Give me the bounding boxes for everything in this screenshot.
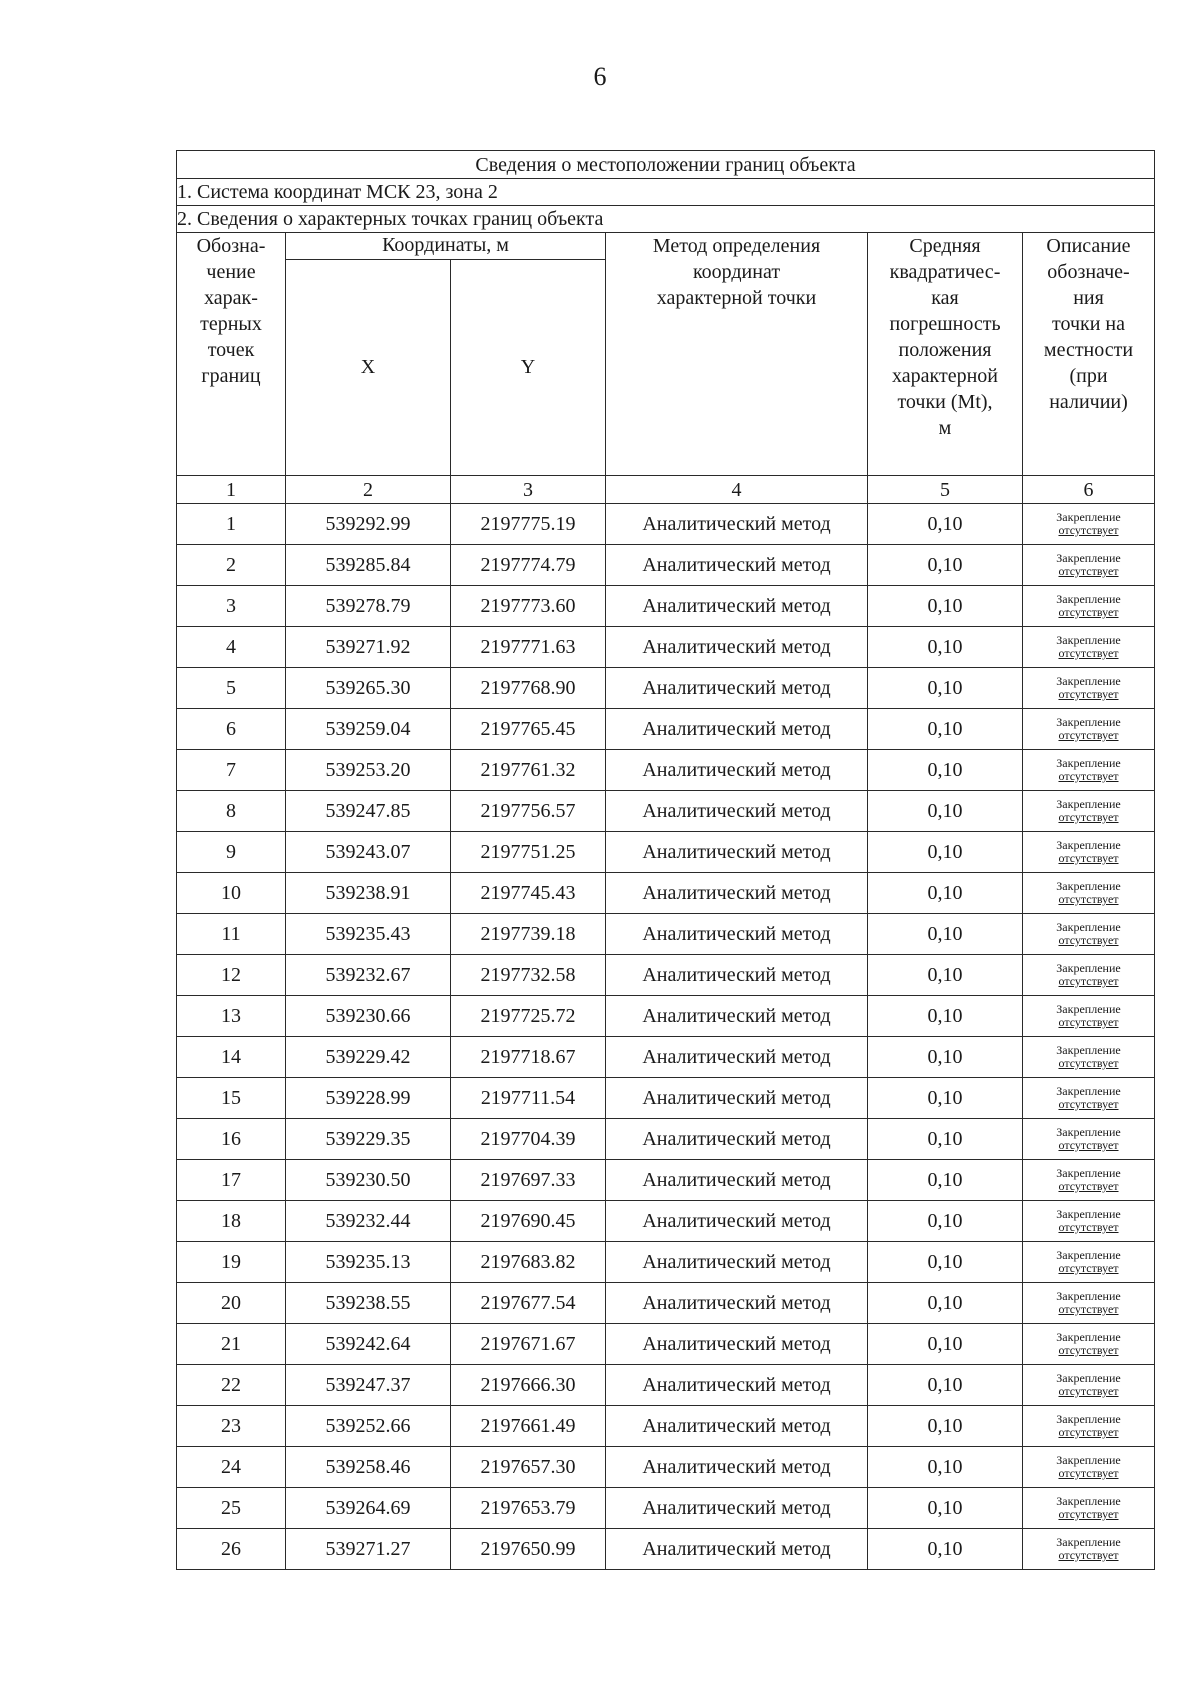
x-coordinate-cell: 539243.07	[286, 832, 451, 873]
method-cell: Аналитический метод	[606, 1406, 868, 1447]
coordinate-system-row	[177, 179, 1155, 206]
points-info-line: 2. Сведения о характерных точках границ объекта	[177, 206, 1155, 233]
mt-cell: 0,10	[868, 1365, 1023, 1406]
point-number-cell: 23	[177, 1406, 286, 1447]
description-cell	[1023, 1324, 1155, 1365]
y-coordinate-cell: 2197690.45	[451, 1201, 606, 1242]
column-number: 3	[451, 476, 606, 504]
mt-cell: 0,10	[868, 1283, 1023, 1324]
method-cell: Аналитический метод	[606, 1283, 868, 1324]
description-line1: Закрепление	[1056, 1248, 1121, 1262]
y-coordinate-cell: 2197697.33	[451, 1160, 606, 1201]
table-row	[177, 709, 1155, 750]
column-number: 1	[177, 476, 286, 504]
y-coordinate-cell: 2197657.30	[451, 1447, 606, 1488]
mt-cell: 0,10	[868, 832, 1023, 873]
x-coordinate-cell: 539232.44	[286, 1201, 451, 1242]
description-line1: Закрепление	[1056, 1453, 1121, 1467]
description-line1: Закрепление	[1056, 961, 1121, 975]
points-info-row	[177, 206, 1155, 233]
point-number-cell: 10	[177, 873, 286, 914]
point-number-cell: 19	[177, 1242, 286, 1283]
x-coordinate-cell: 539235.43	[286, 914, 451, 955]
table-row	[177, 750, 1155, 791]
x-coordinate-cell: 539271.27	[286, 1529, 451, 1570]
method-cell: Аналитический метод	[606, 1324, 868, 1365]
mt-cell: 0,10	[868, 627, 1023, 668]
description-cell	[1023, 586, 1155, 627]
table-row	[177, 1037, 1155, 1078]
table-row	[177, 1365, 1155, 1406]
description-line1: Закрепление	[1056, 633, 1121, 647]
description-line2: отсутствует	[1058, 1507, 1119, 1521]
point-number-cell: 7	[177, 750, 286, 791]
point-number-cell: 24	[177, 1447, 286, 1488]
table-row	[177, 1406, 1155, 1447]
page-number: 6	[593, 62, 607, 91]
description-line2: отсутствует	[1058, 1138, 1119, 1152]
point-number-cell: 15	[177, 1078, 286, 1119]
description-header: Описание обозначе- ния точки на местности (при наличии)	[1023, 233, 1155, 476]
table-row	[177, 627, 1155, 668]
y-coordinate-cell: 2197775.19	[451, 504, 606, 545]
method-cell: Аналитический метод	[606, 586, 868, 627]
description-line1: Закрепление	[1056, 1125, 1121, 1139]
description-line1: Закрепление	[1056, 551, 1121, 565]
error-header: Средняя квадратичес- кая погрешность положения характерной точки (Mt), м	[868, 233, 1023, 476]
description-line2: отсутствует	[1058, 728, 1119, 742]
table-row	[177, 1447, 1155, 1488]
method-cell: Аналитический метод	[606, 1529, 868, 1570]
description-cell	[1023, 1160, 1155, 1201]
description-line1: Закрепление	[1056, 1412, 1121, 1426]
method-cell: Аналитический метод	[606, 1488, 868, 1529]
x-coordinate-cell: 539247.37	[286, 1365, 451, 1406]
point-number-cell: 9	[177, 832, 286, 873]
point-number-cell: 1	[177, 504, 286, 545]
description-line1: Закрепление	[1056, 920, 1121, 934]
method-cell: Аналитический метод	[606, 709, 868, 750]
description-line2: отсутствует	[1058, 1343, 1119, 1357]
x-coordinate-cell: 539229.35	[286, 1119, 451, 1160]
point-number-cell: 3	[177, 586, 286, 627]
mt-cell: 0,10	[868, 504, 1023, 545]
x-coordinate-cell: 539292.99	[286, 504, 451, 545]
point-number-cell: 11	[177, 914, 286, 955]
description-cell	[1023, 914, 1155, 955]
description-line1: Закрепление	[1056, 1207, 1121, 1221]
mt-cell: 0,10	[868, 914, 1023, 955]
description-line1: Закрепление	[1056, 756, 1121, 770]
column-number: 5	[868, 476, 1023, 504]
x-coordinate-cell: 539230.66	[286, 996, 451, 1037]
method-cell: Аналитический метод	[606, 791, 868, 832]
description-cell	[1023, 791, 1155, 832]
description-line2: отсутствует	[1058, 810, 1119, 824]
coordinate-system-line: 1. Система координат МСК 23, зона 2	[177, 179, 1155, 206]
table-row	[177, 1488, 1155, 1529]
description-cell	[1023, 1119, 1155, 1160]
y-coordinate-cell: 2197661.49	[451, 1406, 606, 1447]
point-number-cell: 22	[177, 1365, 286, 1406]
description-line1: Закрепление	[1056, 510, 1121, 524]
description-line2: отсутствует	[1058, 1220, 1119, 1234]
description-line2: отсутствует	[1058, 646, 1119, 660]
point-number-cell: 5	[177, 668, 286, 709]
description-cell	[1023, 1406, 1155, 1447]
description-line1: Закрепление	[1056, 1002, 1121, 1016]
x-coordinate-cell: 539232.67	[286, 955, 451, 996]
x-coordinate-cell: 539230.50	[286, 1160, 451, 1201]
x-coordinate-cell: 539242.64	[286, 1324, 451, 1365]
table-row	[177, 668, 1155, 709]
point-number-cell: 13	[177, 996, 286, 1037]
method-cell: Аналитический метод	[606, 1119, 868, 1160]
table-row	[177, 1283, 1155, 1324]
table-row	[177, 832, 1155, 873]
mt-cell: 0,10	[868, 1242, 1023, 1283]
description-line1: Закрепление	[1056, 1371, 1121, 1385]
mt-cell: 0,10	[868, 1488, 1023, 1529]
header-row	[177, 233, 1155, 260]
point-number-cell: 17	[177, 1160, 286, 1201]
y-coordinate-cell: 2197711.54	[451, 1078, 606, 1119]
point-number-cell: 20	[177, 1283, 286, 1324]
x-coordinate-cell: 539259.04	[286, 709, 451, 750]
description-line2: отсутствует	[1058, 523, 1119, 537]
y-coordinate-cell: 2197765.45	[451, 709, 606, 750]
table-row	[177, 914, 1155, 955]
method-header: Метод определения координат характерной точки	[606, 233, 868, 476]
description-line1: Закрепление	[1056, 1330, 1121, 1344]
x-coordinate-cell: 539238.91	[286, 873, 451, 914]
method-cell: Аналитический метод	[606, 1365, 868, 1406]
description-cell	[1023, 832, 1155, 873]
x-coordinate-cell: 539265.30	[286, 668, 451, 709]
x-coordinate-cell: 539285.84	[286, 545, 451, 586]
method-cell: Аналитический метод	[606, 504, 868, 545]
description-line1: Закрепление	[1056, 879, 1121, 893]
column-number: 4	[606, 476, 868, 504]
designation-header: Обозна- чение харак- терных точек границ	[177, 233, 286, 476]
description-cell	[1023, 627, 1155, 668]
description-line1: Закрепление	[1056, 715, 1121, 729]
description-line1: Закрепление	[1056, 592, 1121, 606]
y-coordinate-cell: 2197677.54	[451, 1283, 606, 1324]
table-row	[177, 873, 1155, 914]
y-coordinate-cell: 2197761.32	[451, 750, 606, 791]
description-line2: отсутствует	[1058, 1015, 1119, 1029]
description-cell	[1023, 1488, 1155, 1529]
point-number-cell: 16	[177, 1119, 286, 1160]
mt-cell: 0,10	[868, 1078, 1023, 1119]
mt-cell: 0,10	[868, 1324, 1023, 1365]
y-coordinate-cell: 2197768.90	[451, 668, 606, 709]
x-coordinate-cell: 539252.66	[286, 1406, 451, 1447]
description-cell	[1023, 1201, 1155, 1242]
x-coordinate-cell: 539238.55	[286, 1283, 451, 1324]
description-line2: отсутствует	[1058, 687, 1119, 701]
y-coordinate-cell: 2197666.30	[451, 1365, 606, 1406]
method-cell: Аналитический метод	[606, 750, 868, 791]
description-cell	[1023, 1447, 1155, 1488]
description-line1: Закрепление	[1056, 1043, 1121, 1057]
table-row	[177, 1119, 1155, 1160]
y-coordinate-cell: 2197650.99	[451, 1529, 606, 1570]
y-coordinate-cell: 2197739.18	[451, 914, 606, 955]
table-row	[177, 791, 1155, 832]
method-cell: Аналитический метод	[606, 832, 868, 873]
table-row	[177, 996, 1155, 1037]
x-coordinate-cell: 539229.42	[286, 1037, 451, 1078]
y-coordinate-cell: 2197771.63	[451, 627, 606, 668]
table-title: Сведения о местоположении границ объекта	[177, 151, 1155, 179]
table-title-row	[177, 151, 1155, 179]
description-line2: отсутствует	[1058, 1466, 1119, 1480]
table-row	[177, 955, 1155, 996]
x-coordinate-cell: 539264.69	[286, 1488, 451, 1529]
mt-cell: 0,10	[868, 1037, 1023, 1078]
y-coordinate-cell: 2197732.58	[451, 955, 606, 996]
y-coordinate-cell: 2197683.82	[451, 1242, 606, 1283]
description-line2: отсутствует	[1058, 1425, 1119, 1439]
x-coordinate-cell: 539247.85	[286, 791, 451, 832]
mt-cell: 0,10	[868, 1119, 1023, 1160]
point-number-cell: 26	[177, 1529, 286, 1570]
y-coordinate-cell: 2197756.57	[451, 791, 606, 832]
point-number-cell: 6	[177, 709, 286, 750]
x-coordinate-cell: 539278.79	[286, 586, 451, 627]
description-line2: отсутствует	[1058, 1097, 1119, 1111]
description-line1: Закрепление	[1056, 1289, 1121, 1303]
y-coordinate-cell: 2197751.25	[451, 832, 606, 873]
method-cell: Аналитический метод	[606, 1160, 868, 1201]
description-line2: отсутствует	[1058, 564, 1119, 578]
description-line2: отсутствует	[1058, 974, 1119, 988]
column-number: 2	[286, 476, 451, 504]
mt-cell: 0,10	[868, 791, 1023, 832]
x-coordinate-cell: 539228.99	[286, 1078, 451, 1119]
description-line1: Закрепление	[1056, 797, 1121, 811]
description-cell	[1023, 1078, 1155, 1119]
y-header: Y	[451, 260, 606, 476]
description-line1: Закрепление	[1056, 1494, 1121, 1508]
x-coordinate-cell: 539271.92	[286, 627, 451, 668]
method-cell: Аналитический метод	[606, 955, 868, 996]
mt-cell: 0,10	[868, 1201, 1023, 1242]
description-line1: Закрепление	[1056, 838, 1121, 852]
point-number-cell: 12	[177, 955, 286, 996]
description-cell	[1023, 750, 1155, 791]
column-number: 6	[1023, 476, 1155, 504]
y-coordinate-cell: 2197774.79	[451, 545, 606, 586]
mt-cell: 0,10	[868, 996, 1023, 1037]
point-number-cell: 21	[177, 1324, 286, 1365]
mt-cell: 0,10	[868, 709, 1023, 750]
y-coordinate-cell: 2197671.67	[451, 1324, 606, 1365]
y-coordinate-cell: 2197773.60	[451, 586, 606, 627]
x-header: X	[286, 260, 451, 476]
description-line2: отсутствует	[1058, 892, 1119, 906]
y-coordinate-cell: 2197704.39	[451, 1119, 606, 1160]
method-cell: Аналитический метод	[606, 545, 868, 586]
point-number-cell: 14	[177, 1037, 286, 1078]
description-cell	[1023, 1365, 1155, 1406]
description-line2: отсутствует	[1058, 1384, 1119, 1398]
mt-cell: 0,10	[868, 668, 1023, 709]
description-cell	[1023, 545, 1155, 586]
table-row	[177, 1324, 1155, 1365]
table-row	[177, 504, 1155, 545]
description-line1: Закрепление	[1056, 1535, 1121, 1549]
point-number-cell: 2	[177, 545, 286, 586]
description-cell	[1023, 1529, 1155, 1570]
description-cell	[1023, 996, 1155, 1037]
description-line2: отсутствует	[1058, 1548, 1119, 1562]
description-line2: отсутствует	[1058, 933, 1119, 947]
table-row	[177, 1160, 1155, 1201]
method-cell: Аналитический метод	[606, 1447, 868, 1488]
mt-cell: 0,10	[868, 545, 1023, 586]
column-number-row	[177, 476, 1155, 504]
y-coordinate-cell: 2197653.79	[451, 1488, 606, 1529]
method-cell: Аналитический метод	[606, 668, 868, 709]
method-cell: Аналитический метод	[606, 1242, 868, 1283]
description-line2: отсутствует	[1058, 1179, 1119, 1193]
method-cell: Аналитический метод	[606, 1037, 868, 1078]
point-number-cell: 8	[177, 791, 286, 832]
table-row	[177, 1529, 1155, 1570]
table-row	[177, 1078, 1155, 1119]
boundary-points-table	[176, 150, 1155, 1570]
point-number-cell: 18	[177, 1201, 286, 1242]
y-coordinate-cell: 2197745.43	[451, 873, 606, 914]
method-cell: Аналитический метод	[606, 873, 868, 914]
description-cell	[1023, 1242, 1155, 1283]
table-row	[177, 545, 1155, 586]
mt-cell: 0,10	[868, 955, 1023, 996]
description-line2: отсутствует	[1058, 1056, 1119, 1070]
mt-cell: 0,10	[868, 750, 1023, 791]
x-coordinate-cell: 539235.13	[286, 1242, 451, 1283]
description-cell	[1023, 1283, 1155, 1324]
description-cell	[1023, 668, 1155, 709]
description-line2: отсутствует	[1058, 605, 1119, 619]
method-cell: Аналитический метод	[606, 914, 868, 955]
method-cell: Аналитический метод	[606, 1078, 868, 1119]
description-line1: Закрепление	[1056, 674, 1121, 688]
description-line2: отсутствует	[1058, 1261, 1119, 1275]
mt-cell: 0,10	[868, 1160, 1023, 1201]
description-cell	[1023, 1037, 1155, 1078]
method-cell: Аналитический метод	[606, 1201, 868, 1242]
description-cell	[1023, 955, 1155, 996]
description-cell	[1023, 504, 1155, 545]
method-cell: Аналитический метод	[606, 627, 868, 668]
description-line1: Закрепление	[1056, 1084, 1121, 1098]
point-number-cell: 4	[177, 627, 286, 668]
mt-cell: 0,10	[868, 1529, 1023, 1570]
y-coordinate-cell: 2197718.67	[451, 1037, 606, 1078]
y-coordinate-cell: 2197725.72	[451, 996, 606, 1037]
description-cell	[1023, 873, 1155, 914]
description-line2: отсутствует	[1058, 769, 1119, 783]
x-coordinate-cell: 539253.20	[286, 750, 451, 791]
point-number-cell: 25	[177, 1488, 286, 1529]
mt-cell: 0,10	[868, 1447, 1023, 1488]
description-cell	[1023, 709, 1155, 750]
mt-cell: 0,10	[868, 873, 1023, 914]
coordinates-header: Координаты, м	[286, 233, 606, 260]
table-row	[177, 586, 1155, 627]
description-line2: отсутствует	[1058, 851, 1119, 865]
description-line1: Закрепление	[1056, 1166, 1121, 1180]
mt-cell: 0,10	[868, 586, 1023, 627]
table-row	[177, 1242, 1155, 1283]
mt-cell: 0,10	[868, 1406, 1023, 1447]
x-coordinate-cell: 539258.46	[286, 1447, 451, 1488]
table-row	[177, 1201, 1155, 1242]
method-cell: Аналитический метод	[606, 996, 868, 1037]
description-line2: отсутствует	[1058, 1302, 1119, 1316]
